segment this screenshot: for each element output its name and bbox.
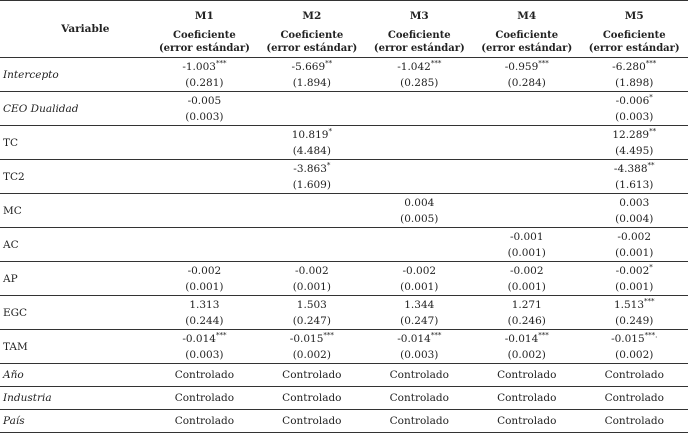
table-row (0, 262, 688, 296)
standard-error: (0.246) (507, 314, 546, 327)
coefficient-value (151, 331, 258, 347)
significance-stars: * (649, 263, 653, 271)
coefficient-cell (473, 194, 580, 228)
standard-error: (0.284) (507, 76, 546, 89)
coefficient-cell (366, 160, 473, 194)
coefficient-value (366, 297, 473, 313)
control-cell: Controlado (258, 364, 365, 387)
table-row (0, 92, 688, 126)
standard-error: (0.003) (185, 110, 224, 123)
standard-error: (0.281) (185, 76, 224, 89)
standard-error: (0.002) (292, 348, 331, 361)
coefficient-cell (366, 262, 473, 296)
standard-error: (0.005) (400, 212, 439, 225)
standard-error: (0.004) (615, 212, 654, 225)
model-header: M1 (194, 10, 214, 22)
control-cell: Controlado (366, 387, 473, 410)
row-label: País (0, 410, 151, 433)
coefficient-cell (473, 228, 580, 262)
coefficient-number: 0.003 (619, 196, 650, 209)
table-body (0, 58, 688, 433)
coefficient-cell (580, 228, 688, 262)
coefficient-number: 1.503 (296, 298, 327, 311)
significance-stars: * (649, 93, 653, 101)
standard-error: (4.484) (292, 144, 331, 157)
control-cell: Controlado (473, 364, 580, 387)
significance-stars: *** (215, 59, 227, 67)
coefficient-value (258, 127, 365, 143)
control-cell: Controlado (151, 387, 258, 410)
coefficient-value (366, 263, 473, 279)
coefficient-cell (151, 126, 258, 160)
column-subheader (580, 27, 688, 58)
se-subheader-label: (error estándar) (481, 43, 573, 54)
coefficient-cell (366, 330, 473, 364)
coefficient-cell (580, 160, 688, 194)
coefficient-cell (151, 92, 258, 126)
coefficient-value (151, 59, 258, 75)
control-cell: Controlado (258, 387, 365, 410)
control-cell: Controlado (580, 364, 688, 387)
row-label: TAM (0, 330, 151, 364)
significance-stars: *** (215, 331, 227, 339)
control-row (0, 387, 688, 410)
significance-stars: *** (645, 59, 657, 67)
row-label: Año (0, 364, 151, 387)
standard-error: (0.285) (400, 76, 439, 89)
standard-error: (1.898) (615, 76, 654, 89)
coefficient-cell (151, 160, 258, 194)
standard-error: (0.001) (292, 280, 331, 293)
model-header: M4 (517, 10, 537, 22)
row-label: AC (0, 228, 151, 262)
coefficient-cell (151, 58, 258, 92)
row-label: CEO Dualidad (0, 92, 151, 126)
coefficient-value (580, 195, 688, 211)
coefficient-value (580, 331, 688, 347)
significance-stars: *** (430, 59, 442, 67)
coefficient-value (473, 331, 580, 347)
standard-error: (1.613) (615, 178, 654, 191)
coef-subheader-label: Coeficiente (280, 30, 344, 41)
table-row (0, 58, 688, 92)
standard-error: (0.001) (615, 280, 654, 293)
coefficient-value (580, 161, 688, 177)
column-subheader (473, 27, 580, 58)
standard-error: (0.002) (615, 348, 654, 361)
coefficient-cell (258, 228, 365, 262)
significance-stars: ** (325, 59, 333, 67)
standard-error: (4.495) (615, 144, 654, 157)
row-label: MC (0, 194, 151, 228)
standard-error: (0.002) (507, 348, 546, 361)
coefficient-cell (366, 296, 473, 330)
significance-stars: ***. (644, 331, 658, 339)
control-cell: Controlado (580, 387, 688, 410)
coefficient-number: -0.014 (504, 332, 539, 345)
coefficient-cell (473, 92, 580, 126)
control-cell: Controlado (151, 364, 258, 387)
row-label: TC2 (0, 160, 151, 194)
standard-error: (0.249) (615, 314, 654, 327)
coefficient-value (580, 93, 688, 109)
coefficient-number: -0.015 (289, 332, 324, 345)
coefficient-cell (473, 160, 580, 194)
coefficient-number: -0.014 (182, 332, 216, 345)
coefficient-cell (473, 58, 580, 92)
coefficient-number: -0.002 (615, 264, 650, 277)
coefficient-value (580, 127, 688, 143)
coefficient-cell (151, 194, 258, 228)
coefficient-cell (473, 296, 580, 330)
coefficient-number: 10.819 (291, 128, 329, 141)
standard-error: (0.001) (185, 280, 224, 293)
coefficient-cell (580, 262, 688, 296)
table-row (0, 126, 688, 160)
significance-stars: * (326, 161, 331, 169)
coefficient-cell (151, 228, 258, 262)
control-cell: Controlado (366, 364, 473, 387)
standard-error: (1.894) (292, 76, 331, 89)
coefficient-value (258, 59, 365, 75)
column-subheader (366, 27, 473, 58)
standard-error: (0.001) (507, 280, 546, 293)
coefficient-cell (258, 330, 365, 364)
significance-stars: *** (538, 331, 549, 339)
coefficient-value (473, 297, 580, 313)
coefficient-cell (473, 330, 580, 364)
coef-subheader-label: Coeficiente (173, 30, 236, 41)
table-row (0, 330, 688, 364)
coefficient-cell (151, 296, 258, 330)
coefficient-cell (580, 296, 688, 330)
coefficient-number: 1.271 (511, 298, 542, 311)
coefficient-value (151, 93, 258, 109)
coefficient-number: -0.005 (187, 94, 222, 107)
control-cell: Controlado (473, 387, 580, 410)
coefficient-number: -1.003 (182, 60, 216, 73)
coefficient-value (580, 263, 688, 279)
coefficient-value (366, 59, 473, 75)
coefficient-number: -0.001 (509, 230, 544, 243)
coefficient-cell (258, 126, 365, 160)
coefficient-cell (366, 228, 473, 262)
standard-error: (0.001) (507, 246, 546, 259)
coefficient-cell (258, 92, 365, 126)
model-header: M3 (409, 10, 429, 22)
coefficient-value (366, 331, 473, 347)
coefficient-value (151, 263, 258, 279)
coefficient-cell (151, 330, 258, 364)
coefficient-number: -1.042 (397, 60, 431, 73)
coefficient-number: -6.280 (612, 60, 646, 73)
coefficient-cell (473, 262, 580, 296)
coefficient-number: -0.015 (611, 332, 645, 345)
coefficient-value (258, 297, 365, 313)
control-cell: Controlado (366, 410, 473, 433)
coefficient-number: -0.006 (615, 94, 650, 107)
coefficient-number: -3.863 (293, 162, 327, 175)
coefficient-number: -0.002 (187, 264, 222, 277)
significance-stars: *** (323, 331, 334, 339)
coef-subheader-label: Coeficiente (602, 30, 666, 41)
significance-stars: *** (538, 59, 549, 67)
se-subheader-label: (error estándar) (373, 43, 465, 54)
standard-error: (0.001) (400, 280, 439, 293)
coefficient-cell (258, 262, 365, 296)
row-label: AP (0, 262, 151, 296)
coefficient-number: 1.313 (189, 298, 220, 311)
coefficient-number: -0.002 (402, 264, 437, 277)
coefficient-number: -0.002 (509, 264, 544, 277)
coefficient-value (258, 161, 365, 177)
significance-stars: * (328, 127, 332, 135)
row-label: Industria (0, 387, 151, 410)
coefficient-value (258, 263, 365, 279)
significance-stars: ** (647, 161, 655, 169)
coefficient-value (473, 229, 580, 245)
column-subheader (151, 27, 258, 58)
standard-error: (0.003) (400, 348, 439, 361)
coefficient-number: 1.344 (404, 298, 435, 311)
table-row (0, 296, 688, 330)
significance-stars: *** (430, 331, 442, 339)
significance-stars: ** (649, 127, 657, 135)
table-row (0, 194, 688, 228)
control-row (0, 410, 688, 433)
variable-header: Variable (0, 1, 151, 58)
coefficient-number: -0.002 (617, 230, 652, 243)
coefficient-cell (366, 126, 473, 160)
coefficient-cell (366, 58, 473, 92)
standard-error: (0.001) (615, 246, 654, 259)
coefficient-value (580, 229, 688, 245)
coefficient-cell (258, 160, 365, 194)
control-cell: Controlado (580, 410, 688, 433)
coefficient-value (473, 263, 580, 279)
coefficient-number: -0.002 (295, 264, 329, 277)
standard-error: (0.247) (292, 314, 331, 327)
table-row (0, 160, 688, 194)
control-cell: Controlado (151, 410, 258, 433)
coefficient-value (580, 59, 688, 75)
coefficient-cell (366, 194, 473, 228)
standard-error: (0.003) (615, 110, 654, 123)
column-subheader (258, 27, 365, 58)
coefficient-number: -0.959 (504, 60, 539, 73)
coefficient-number: 0.004 (404, 196, 435, 209)
coef-subheader-label: Coeficiente (495, 30, 559, 41)
standard-error: (0.244) (185, 314, 224, 327)
coefficient-cell (366, 92, 473, 126)
coefficient-cell (580, 58, 688, 92)
coefficient-cell (258, 296, 365, 330)
se-subheader-label: (error estándar) (588, 43, 680, 54)
coefficient-cell (580, 92, 688, 126)
row-label: EGC (0, 296, 151, 330)
control-row (0, 364, 688, 387)
coefficient-number: -5.669 (291, 60, 326, 73)
coefficient-value (473, 59, 580, 75)
standard-error: (1.609) (292, 178, 331, 191)
coefficient-cell (580, 330, 688, 364)
se-subheader-label: (error estándar) (266, 43, 358, 54)
coefficient-value (151, 297, 258, 313)
significance-stars: *** (644, 297, 655, 305)
row-label: Intercepto (0, 58, 151, 92)
control-cell: Controlado (473, 410, 580, 433)
coefficient-value (580, 297, 688, 313)
coefficient-value (258, 331, 365, 347)
coefficient-number: 12.289 (612, 128, 650, 141)
standard-error: (0.003) (185, 348, 224, 361)
coefficient-number: -0.014 (397, 332, 431, 345)
coefficient-number: 1.513 (613, 298, 645, 311)
control-cell: Controlado (258, 410, 365, 433)
coefficient-value (366, 195, 473, 211)
coefficient-number: -4.388 (613, 162, 648, 175)
table-row (0, 228, 688, 262)
model-header: M5 (624, 10, 644, 22)
model-header: M2 (302, 10, 322, 22)
coefficient-cell (151, 262, 258, 296)
row-label: TC (0, 126, 151, 160)
standard-error: (0.247) (400, 314, 439, 327)
table-header (0, 1, 688, 58)
coefficient-cell (473, 126, 580, 160)
coefficient-cell (580, 194, 688, 228)
se-subheader-label: (error estándar) (158, 43, 250, 54)
coefficient-cell (258, 194, 365, 228)
coefficient-cell (580, 126, 688, 160)
coefficient-cell (258, 58, 365, 92)
coef-subheader-label: Coeficiente (387, 30, 451, 41)
